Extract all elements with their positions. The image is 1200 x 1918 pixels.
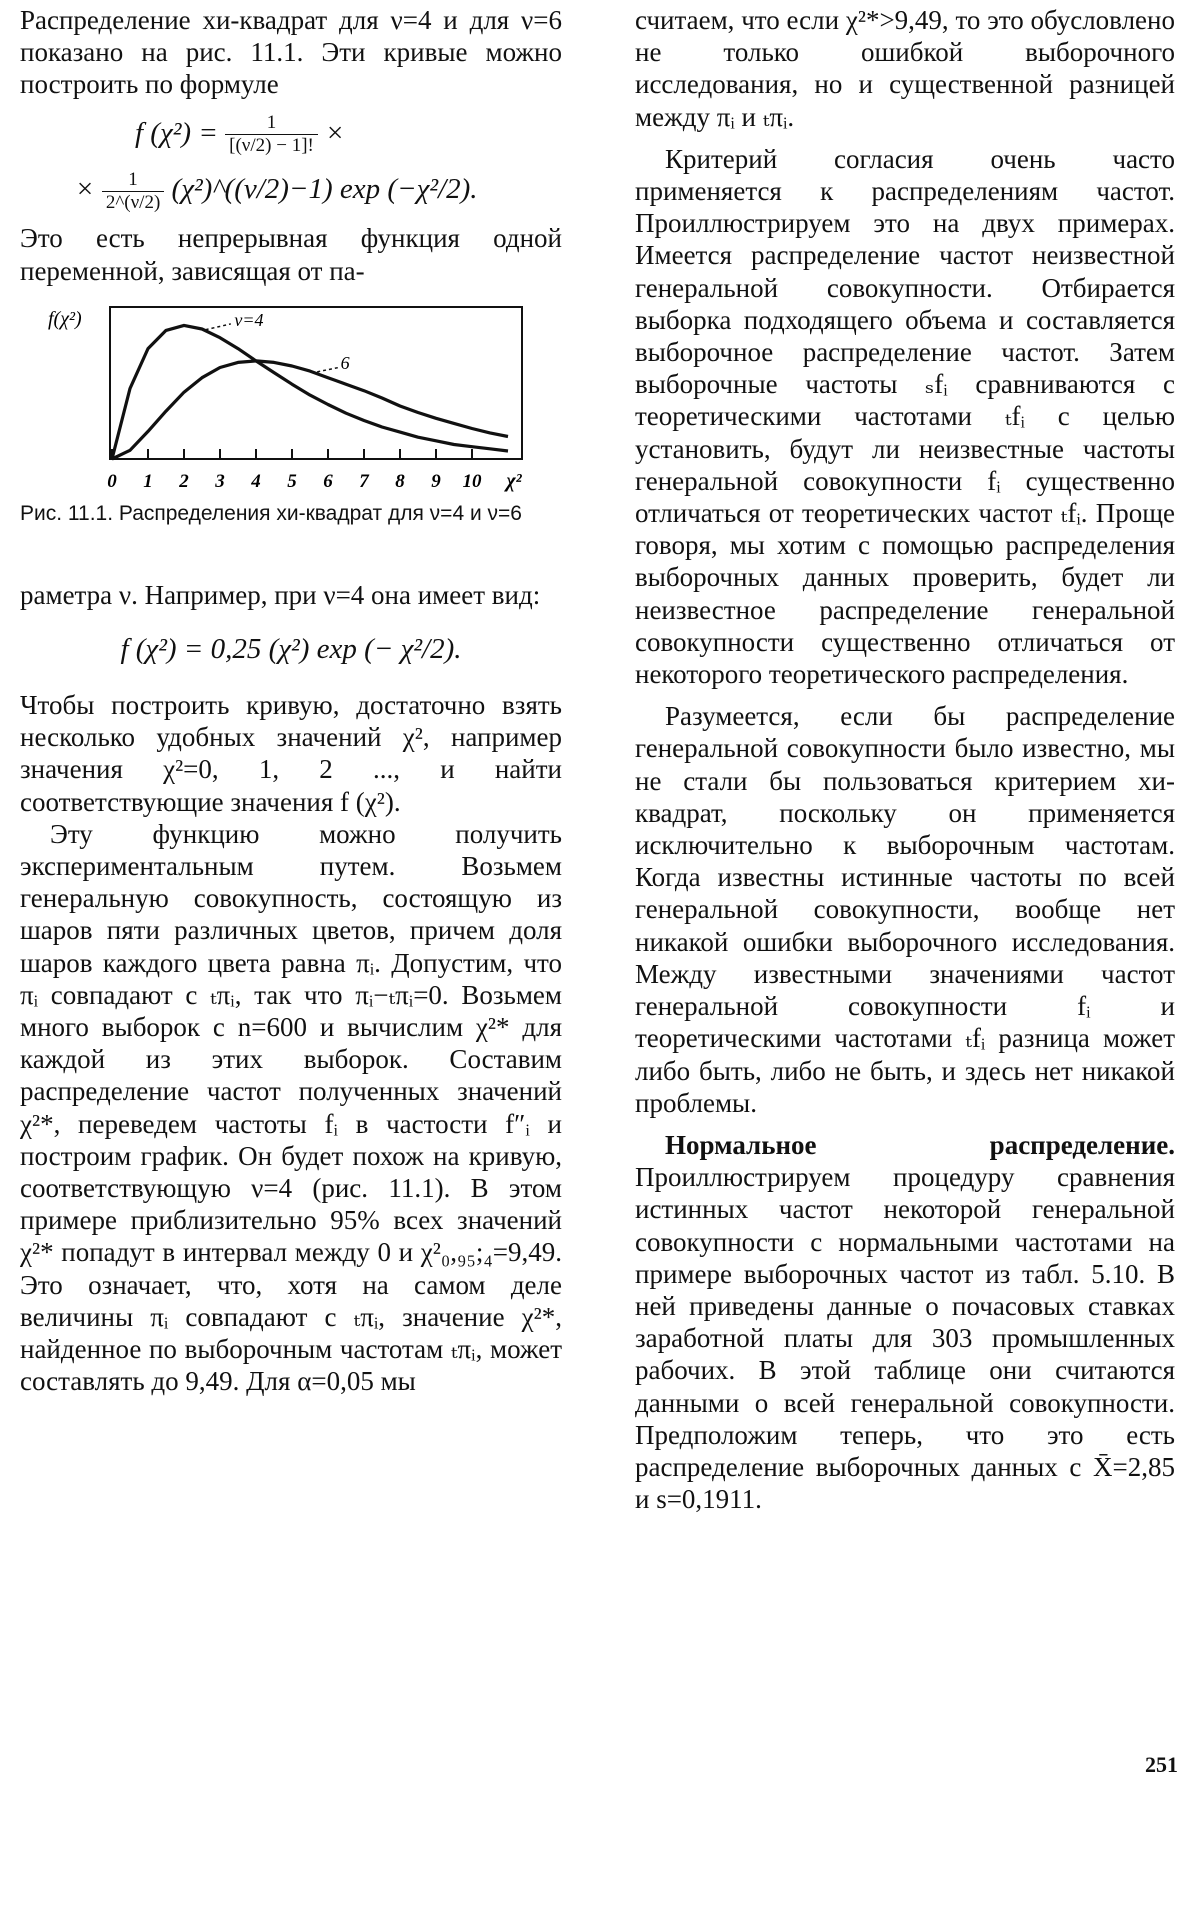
paragraph: Критерий согласия очень часто применяется к распределениям частот. Проиллюстрируем это на двух примерах. Имеется распределение частот неизвестной генеральной совокупности. Отбирается выборка подходящего объема и составляется выборочное распределение частот. Затем выборочные частоты ₛfᵢ сравниваются с теоретическими частотами ₜfᵢ с целью установить, будут ли неизвестные частоты генеральной совокупности fᵢ существенно отличаться от теоретических частот ₜfᵢ. Проще говоря, мы хотим с помощью распределения выборочных данных проверить, будет ли неизвестное распределение генеральной совокупности существенно отличаться от некоторого теоретического распределения.: [635, 143, 1175, 690]
x-tick-label: 3: [215, 470, 225, 492]
x-axis-label: χ²: [506, 469, 522, 492]
chi-square-chart: [20, 295, 560, 495]
right-column: [635, 4, 1175, 1515]
formula-text: (χ²)^((ν/2)−1) exp (−χ²/2).: [164, 173, 478, 206]
page-number: 251: [1145, 1752, 1178, 1777]
x-tick-label: 9: [431, 470, 441, 492]
series-label: 6: [340, 352, 350, 373]
paragraph: считаем, что если χ²*>9,49, то это обусловлено не только ошибкой выборочного исследования, но и существенной разницей между πᵢ и ₜπᵢ.: [635, 5, 1175, 132]
formula-chi-square-density-part2: [20, 165, 562, 214]
y-axis-label: f(χ²): [48, 307, 82, 330]
fraction-numerator: 1: [225, 112, 318, 135]
fraction-denominator: [(ν/2) − 1]!: [229, 135, 314, 157]
formula-chi-square-nu4: f (χ²) = 0,25 (χ²) exp (− χ²/2).: [120, 632, 462, 665]
paragraph: Распределение хи-квадрат для ν=4 и для ν=6 показано на рис. 11.1. Эти кривые можно построить по формуле: [20, 5, 562, 100]
paragraph-text: Проиллюстрируем процедуру сравнения истинных частот некоторой генеральной совокупности с нормальными частотами на примере выборочных частот из табл. 5.10. В ней приведены данные о почасовых ставках заработной платы для 303 промышленных рабочих. В этой таблице они считаются данными о всей генеральной совокупности. Предположим теперь, что это есть распределение выборочных данных с X̄=2,85 и s=0,1911.: [635, 1162, 1175, 1515]
paragraph: Разумеется, если бы распределение генеральной совокупности было известно, мы не стали бы пользоваться критерием хи-квадрат, поскольку он применяется исключительно к выборочным частотам. Когда известны истинные частоты по всей генеральной совокупности, вообще нет никакой ошибки выборочного исследования. Между известными значениями частот генеральной совокупности fᵢ и теоретическими частотами ₜfᵢ разница может либо быть, либо не быть, и здесь нет никакой проблемы.: [635, 701, 1175, 1118]
x-tick-label: 0: [107, 470, 117, 492]
formula-text: ×: [317, 116, 345, 149]
figure-caption: Рис. 11.1. Распределения хи-квадрат для ν=4 и ν=6: [20, 501, 522, 525]
x-tick-label: 7: [359, 470, 369, 492]
paragraph: [635, 1129, 1175, 1515]
series-label-leader: [317, 367, 339, 371]
fraction-denominator: 2^(ν/2): [105, 192, 161, 214]
series-line-nu4: [112, 325, 508, 459]
x-tick-label: 8: [395, 470, 405, 492]
series-label: ν=4: [234, 309, 264, 330]
fraction: [225, 112, 318, 157]
left-column: [20, 4, 562, 1397]
x-tick-label: 5: [287, 470, 297, 492]
section-heading: Нормальное распределение.: [665, 1129, 1175, 1160]
paragraph: Это есть непрерывная функция одной переменной, зависящая от па-: [20, 223, 562, 286]
x-tick-label: 4: [251, 470, 261, 492]
formula-text: ×: [75, 173, 102, 206]
formula-text: f (χ²) =: [135, 116, 226, 149]
series-label-leader: [206, 324, 231, 330]
x-tick-label: 1: [143, 470, 153, 492]
paragraph: Чтобы построить кривую, достаточно взять несколько удобных значений χ², например значения χ²=0, 1, 2 ..., и найти соответствующие значения f (χ²).: [20, 689, 562, 817]
paragraph: раметра ν. Например, при ν=4 она имеет вид:: [20, 579, 541, 610]
fraction: [102, 169, 164, 214]
x-tick-label: 6: [323, 470, 333, 492]
x-tick-label: 10: [462, 470, 482, 492]
formula-chi-square-density-part1: [20, 109, 562, 158]
x-tick-label: 2: [179, 470, 189, 492]
fraction-numerator: 1: [102, 169, 164, 192]
paragraph: Эту функцию можно получить экспериментальным путем. Возьмем генеральную совокупность, состоящую из шаров пяти различных цветов, причем доля шаров каждого цвета равна πᵢ. Допустим, что πᵢ совпадают с ₜπᵢ, так что πᵢ−ₜπᵢ=0. Возьмем много выборок с n=600 и вычислим χ²* для каждой из этих выборок. Составим распределение частот полученных значений χ²*, переведем частоты fᵢ в частости f″ᵢ и построим график. Он будет похож на кривую, соответствующую ν=4 (рис. 11.1). В этом примере приблизительно 95% всех значений χ²* попадут в интервал между 0 и χ²₀,₉₅;₄=9,49. Это означает, что, хотя на самом деле величины πᵢ совпадают с ₜπᵢ, значение χ²*, найденное по выборочным частотам ₜπᵢ, может составлять до 9,49. Для α=0,05 мы: [20, 818, 562, 1397]
chi-square-chart-figure: [20, 295, 562, 495]
